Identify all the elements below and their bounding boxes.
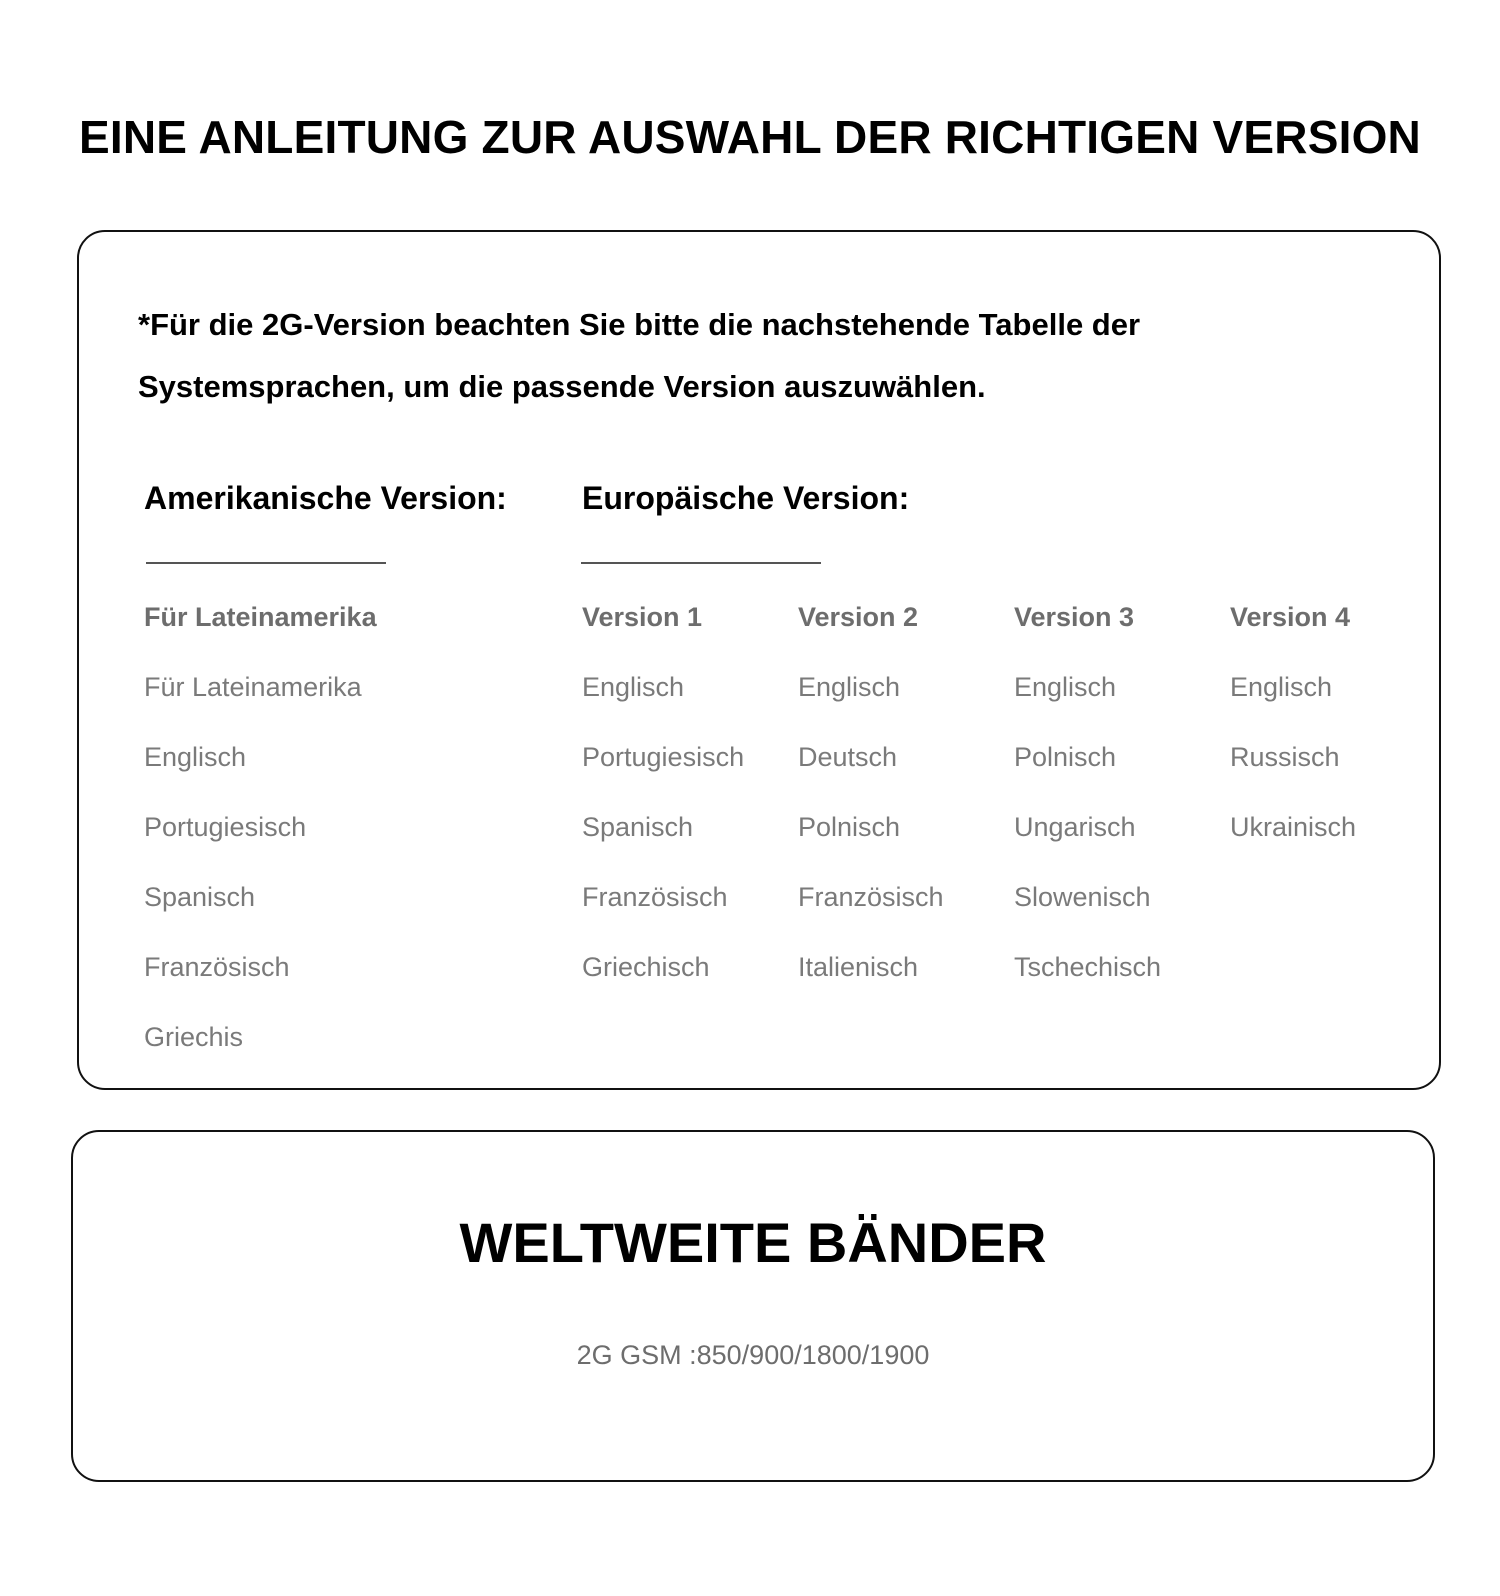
language-item: Spanisch [582,812,694,842]
latin-america-column [144,602,377,1092]
worldwide-bands-card [71,1130,1435,1482]
language-item: Französisch [582,882,728,912]
language-item: Tschechisch [1014,952,1162,982]
version-guide-card [77,230,1441,1090]
language-item: Griechisch [582,952,710,982]
column-header: Version 2 [798,602,919,632]
column-header: Version 3 [1014,602,1135,632]
version-3-column [1014,602,1161,1022]
language-item: Spanisch [144,882,256,912]
european-heading-divider [581,562,821,564]
language-item: Portugiesisch [144,812,307,842]
language-item: Englisch [144,742,247,772]
language-item: Italienisch [798,952,919,982]
language-item: Französisch [798,882,944,912]
american-version-heading: Amerikanische Version: [144,480,507,516]
column-header: Version 4 [1230,602,1351,632]
language-item: Englisch [1014,672,1117,702]
language-item: Englisch [798,672,901,702]
version-2-column [798,602,944,1022]
language-item: Slowenisch [1014,882,1151,912]
version-4-column [1230,602,1356,882]
european-version-heading: Europäische Version: [582,480,910,516]
language-item: Polnisch [1014,742,1117,772]
language-item: Französisch [144,952,290,982]
language-item: Englisch [1230,672,1333,702]
column-header: Version 1 [582,602,703,632]
language-item: Portugiesisch [582,742,745,772]
language-item: Für Lateinamerika [144,672,362,702]
language-item: Polnisch [798,812,901,842]
language-item: Russisch [1230,742,1340,772]
column-header: Für Lateinamerika [144,602,377,632]
bands-value: 2G GSM :850/900/1800/1900 [576,1340,930,1370]
bands-title: WELTWEITE BÄNDER [459,1211,1047,1274]
version-1-column [582,602,744,1022]
language-item: Englisch [582,672,685,702]
language-item: Ukrainisch [1230,812,1357,842]
language-item: Deutsch [798,742,898,772]
version-note: *Für die 2G-Version beachten Sie bitte die nachstehende Tabelle der Systemsprachen, um die passende Version auszuwählen. [138,307,1141,404]
language-item: Griechis [144,1022,244,1052]
page-title: EINE ANLEITUNG ZUR AUSWAHL DER RICHTIGEN VERSION [79,111,1421,163]
american-heading-divider [146,562,386,564]
language-item: Ungarisch [1014,812,1136,842]
